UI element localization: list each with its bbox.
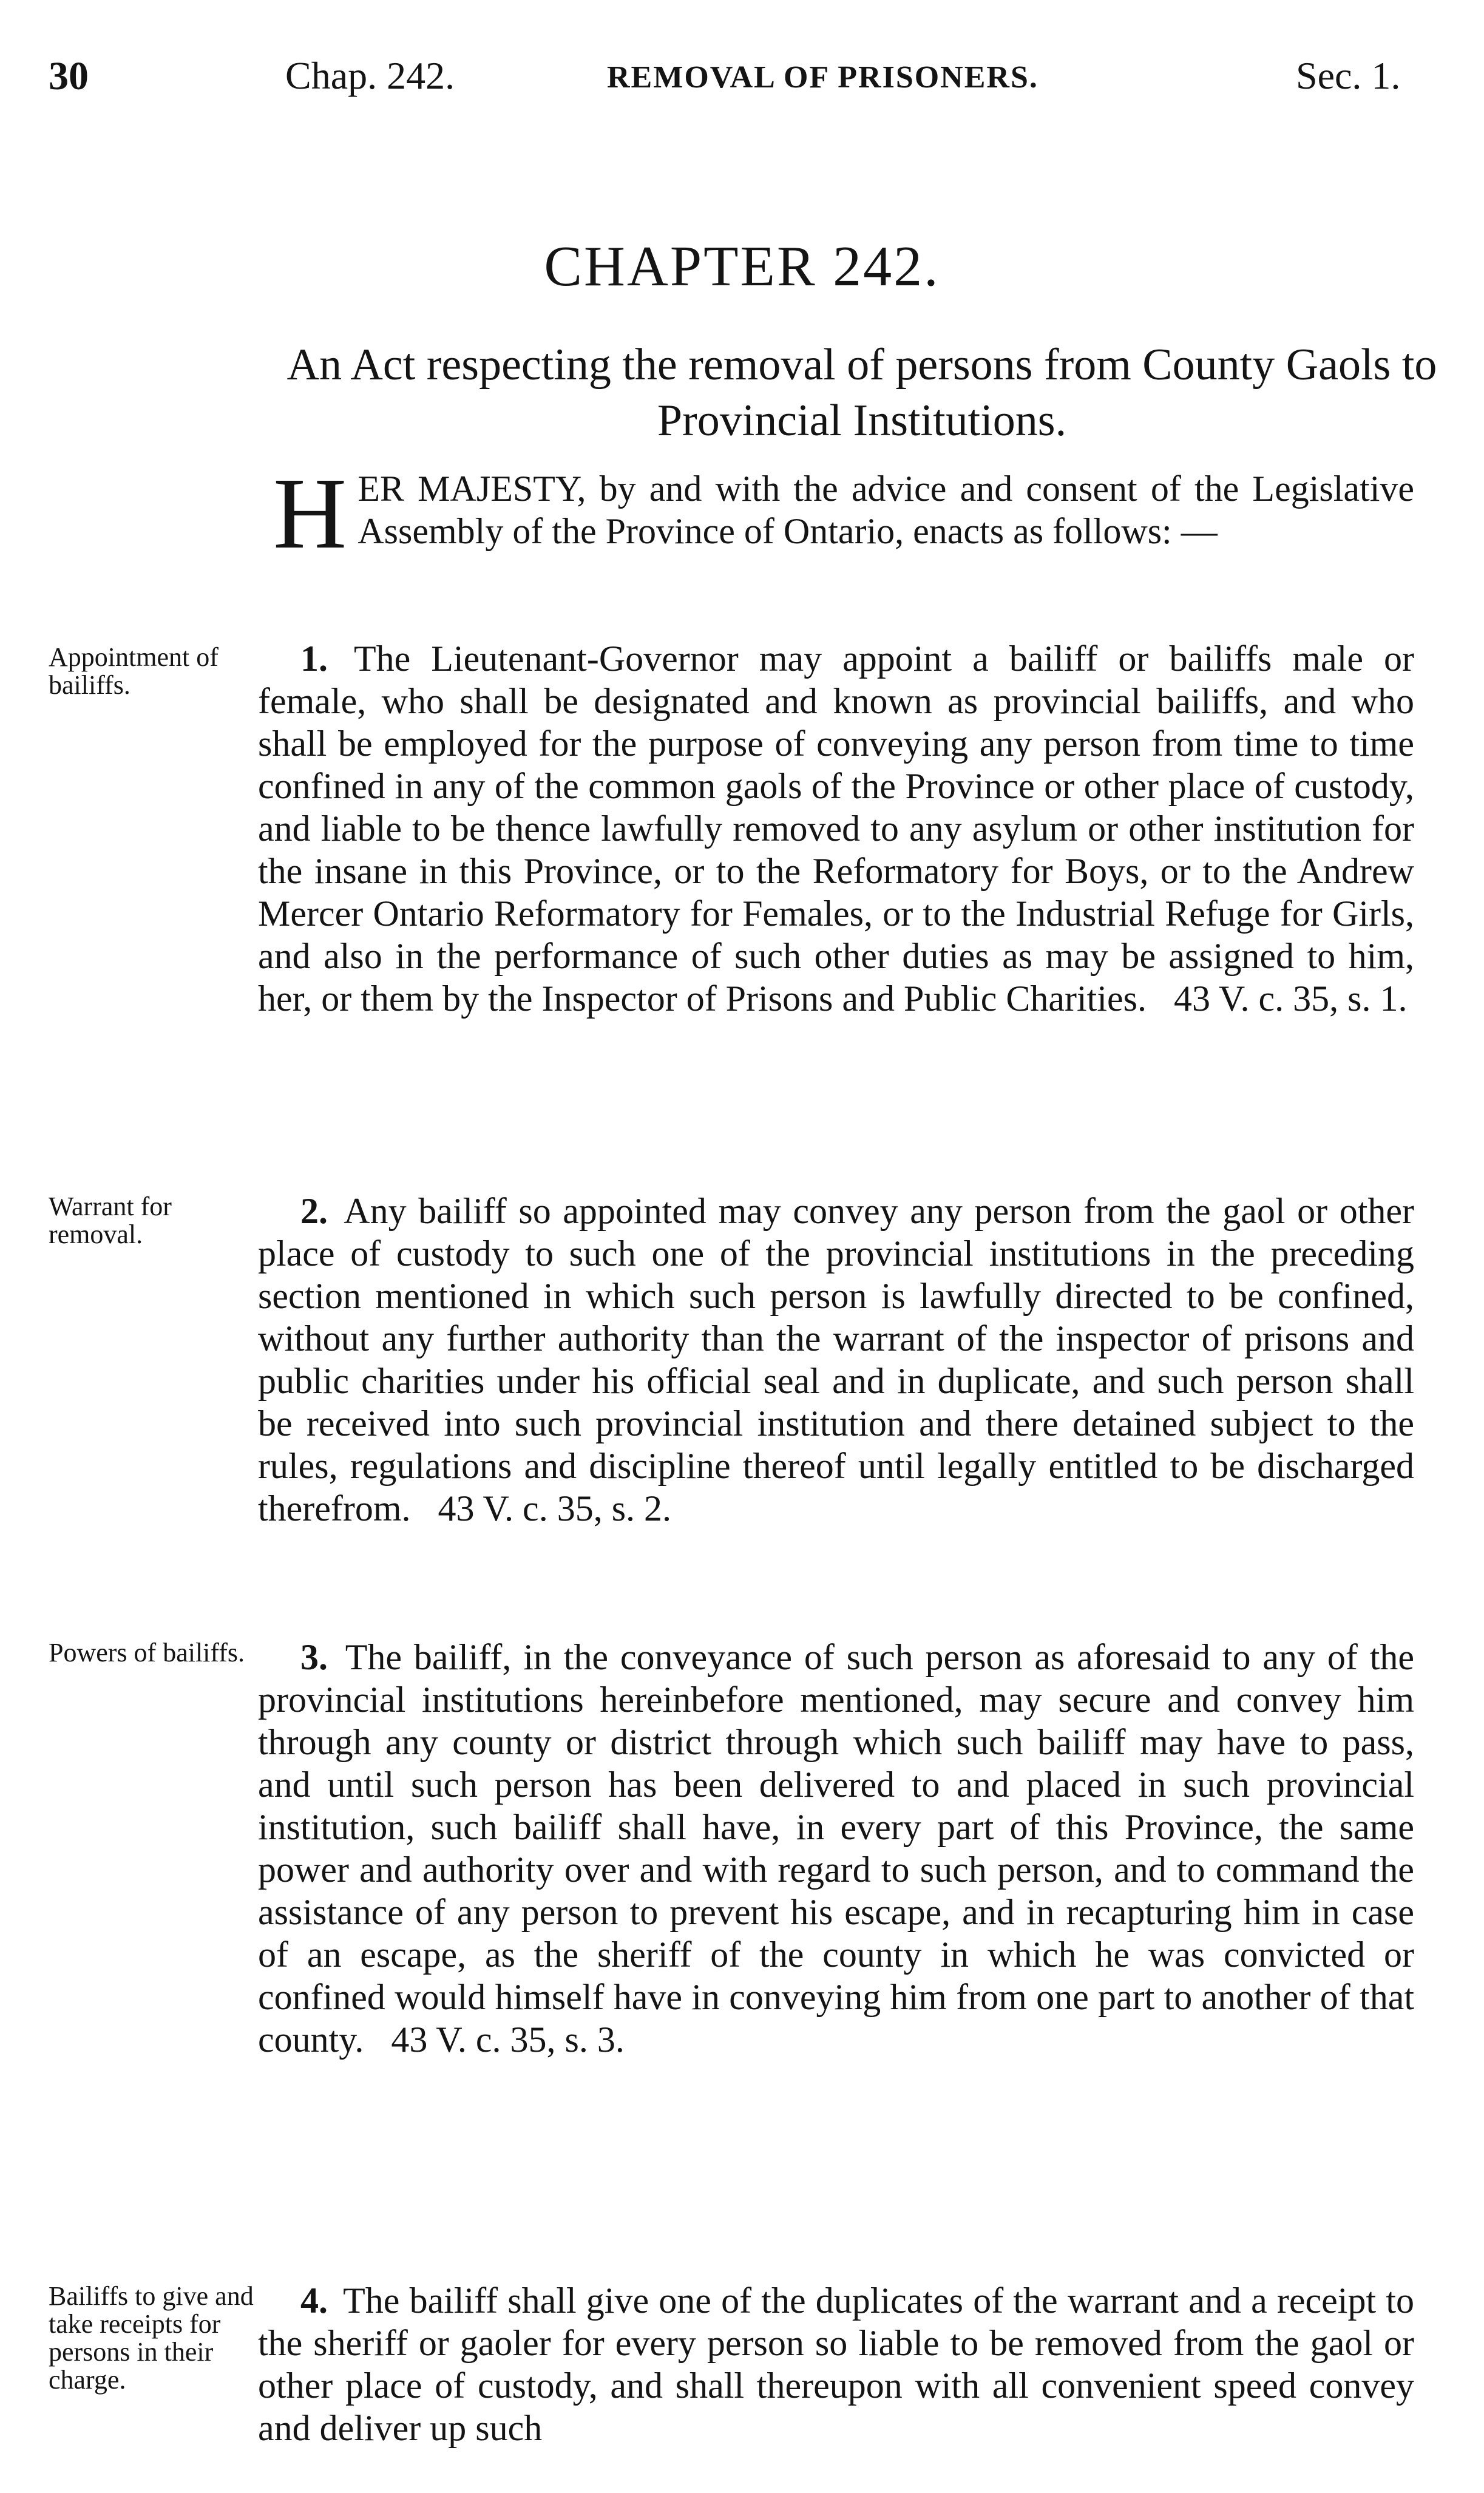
section-text: The bailiff, in the conveyance of such person as aforesaid to any of the provincial institutions hereinbefore mentioned, may secure and convey him through any county or district through which such bailiff may have to pass, and until such person has been delivered to and placed in such provincial institution, such bailiff shall have, in every part of this Province, the same power and authority over and with regard to such person, and to command the assistance of any person to prevent his escape, and in recapturing him in case of an escape, as the sheriff of the county in which he was convicted or confined would himself have in conveying him from one part to another of that county. (258, 1637, 1415, 2060)
act-title: An Act respecting the removal of persons from County Gaols to Provincial Institutions. (286, 340, 1437, 446)
header-chapter: Chap. 242. (285, 54, 455, 97)
running-header (0, 53, 1484, 120)
page-number: 30 (49, 54, 89, 98)
section-text: Any bailiff so appointed may convey any person from the gaol or other place of custody to such one of the provincial institutions in the preceding section mentioned in which such person is lawfully directed to be confined, without any further authority than the warrant of the inspector of prisons and public charities under his official seal and in duplicate, and such person shall be received into such provincial institution and there detained subject to the rules, regulations and discipline thereof until legally entitled to be discharged therefrom. (258, 1191, 1414, 1528)
marginal-note-section-1: Appointment of bailiffs. (49, 642, 219, 700)
section-4 (258, 2279, 1414, 2449)
header-running-title: REMOVAL OF PRISONERS. (607, 60, 1038, 95)
header-section: Sec. 1. (1296, 54, 1401, 97)
marginal-note-section-3: Powers of bailiffs. (49, 1638, 245, 1667)
section-text: The bailiff shall give one of the duplicates of the warrant and a receipt to the sheriff or gaoler for every person so liable to be removed from the gaol or other place of custody, and shall thereupon with all convenient speed convey and deliver up such (258, 2281, 1414, 2448)
section-number: 2. (300, 1191, 328, 1231)
section-1 (258, 637, 1414, 1020)
section-citation: 43 V. c. 35, s. 3. (373, 2020, 625, 2060)
preamble-dropcap: H (273, 457, 347, 570)
section-3 (258, 1636, 1414, 2061)
marginal-note-section-2: Warrant for removal. (49, 1192, 172, 1249)
section-2 (258, 1190, 1414, 1530)
section-number: 3. (300, 1637, 328, 1677)
preamble (273, 457, 1414, 570)
marginal-note-section-4: Bailiffs to give and take receipts for persons in their charge. (49, 2281, 254, 2395)
section-citation: 43 V. c. 35, s. 2. (419, 1488, 672, 1528)
chapter-title: CHAPTER 242. (544, 235, 940, 298)
preamble-text: ER MAJESTY, by and with the advice and consent of the Legislative Assembly of the Province of Ontario, enacts as follows: — (357, 469, 1414, 551)
section-number: 4. (300, 2281, 328, 2321)
section-text: The Lieutenant-Governor may appoint a bailiff or bailiffs male or female, who shall be designated and known as provincial bailiffs, and who shall be employed for the purpose of conveying any person from time to time confined in any of the common gaols of the Province or other place of custody, and liable to be thence lawfully removed to any asylum or other institution for the insane in this Province, or to the Reformatory for Boys, or to the Andrew Mercer Ontario Reformatory for Females, or to the Industrial Refuge for Girls, and also in the performance of such other duties as may be assigned to him, her, or them by the Inspector of Prisons and Public Charities. (258, 639, 1414, 1019)
section-citation: 43 V. c. 35, s. 1. (1156, 979, 1408, 1019)
section-number: 1. (300, 639, 328, 679)
